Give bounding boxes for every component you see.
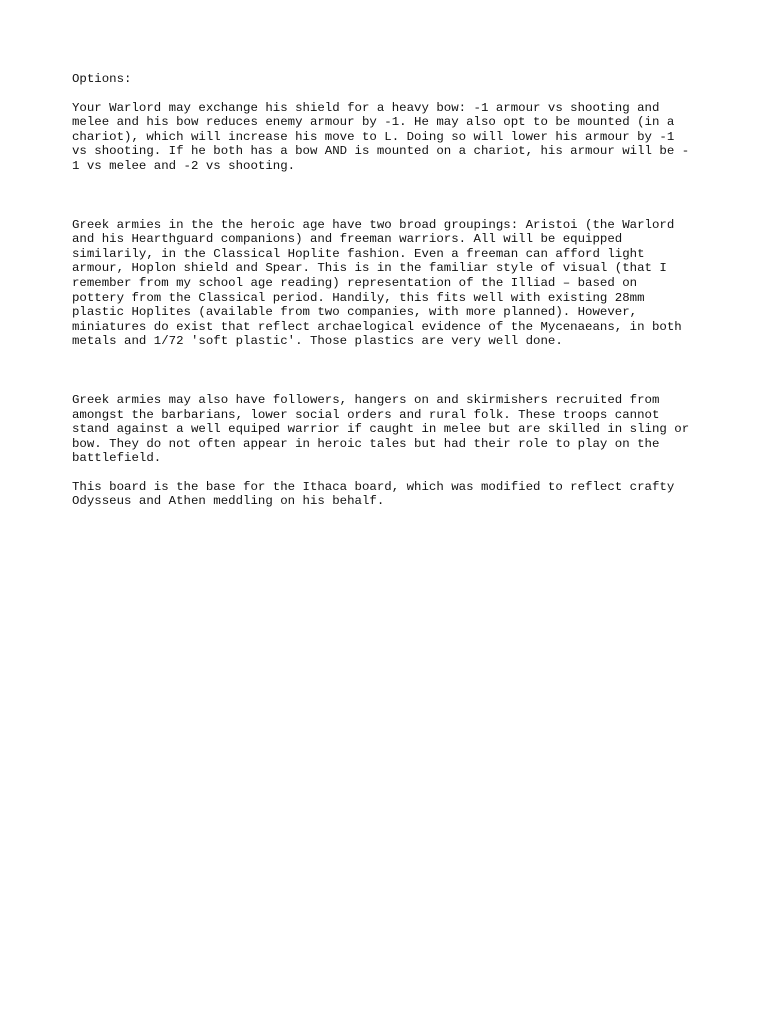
paragraph-greek-armies: Greek armies in the the heroic age have two broad groupings: Aristoi (the Warlord and his Hearthguard companions) and freeman warriors. All will be equipped similarily, in the Classical Hoplite fashion. Even a freeman can afford light armour, Hoplon shield and Spear. This is in the familiar style of visual (that I remember from my school age reading) representation of the Illiad – based on pottery from the Classical period. Handily, this fits well with existing 28mm plastic Hoplites (available from two companies, with more planned). However, miniatures do exist that reflect archaelogical evidence of the Mycenaeans, in both metals and 1/72 'soft plastic'. Those plastics are very well done.	[72, 217, 682, 349]
paragraph-warlord-options: Your Warlord may exchange his shield for a heavy bow: -1 armour vs shooting and melee and his bow reduces enemy armour by -1. He may also opt to be mounted (in a chariot), which will increase his move to L. Doing so will lower his armour by -1 vs shooting. If he both has a bow AND is mounted on a chariot, his armour will be - 1 vs melee and -2 vs shooting.	[72, 100, 690, 173]
document-page	[72, 72, 702, 509]
paragraph-ithaca-board: This board is the base for the Ithaca board, which was modified to reflect crafty Odysseus and Athen meddling on his behalf.	[72, 479, 675, 509]
paragraph-followers: Greek armies may also have followers, hangers on and skirmishers recruited from amongst the barbarians, lower social orders and rural folk. These troops cannot stand against a well equiped warrior if caught in melee but are skilled in sling or bow. They do not often appear in heroic tales but had their role to play on the battlefield.	[72, 392, 690, 466]
options-heading: Options:	[72, 72, 132, 86]
